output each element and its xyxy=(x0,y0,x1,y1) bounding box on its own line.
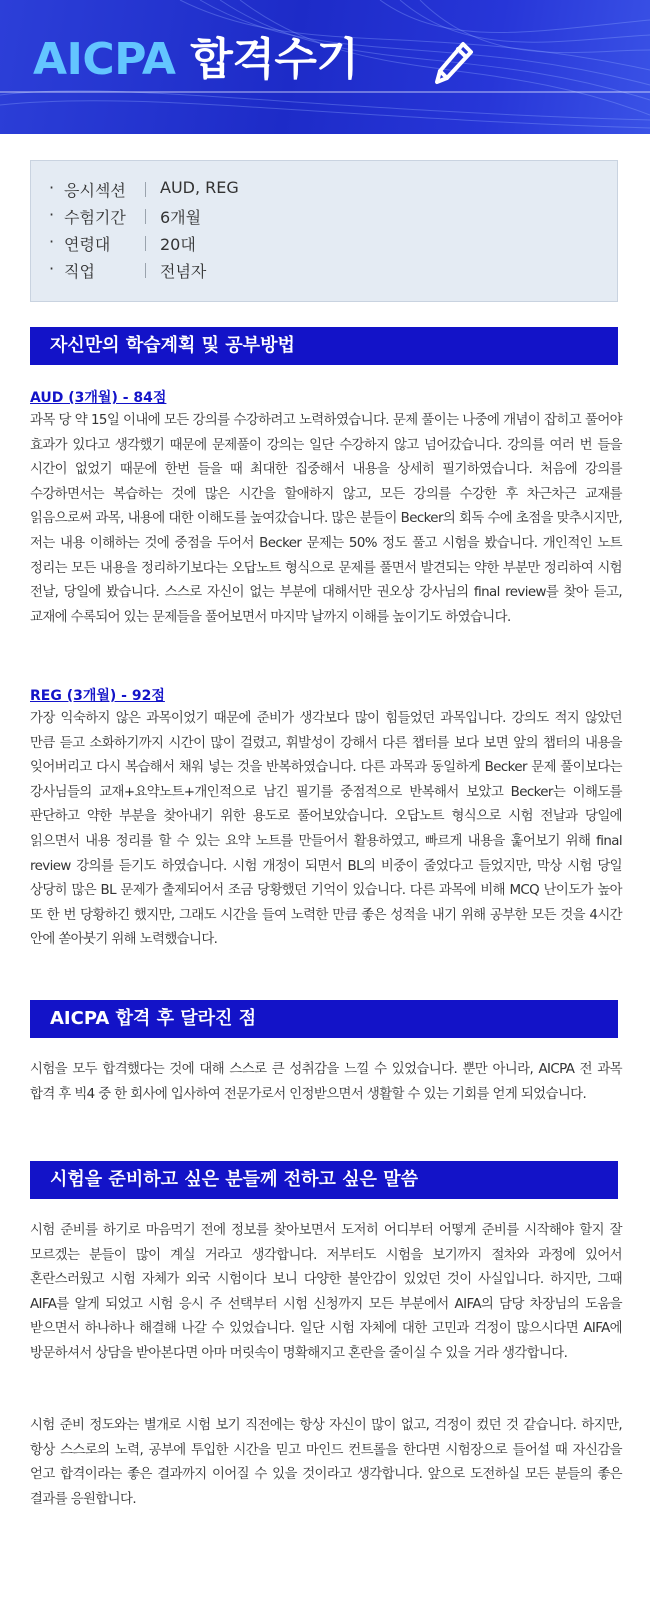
bullet: · xyxy=(49,178,55,197)
info-value: AUD, REG xyxy=(160,178,239,197)
bullet: · xyxy=(49,259,55,278)
applicant-info-box xyxy=(30,160,618,302)
after-pass-paragraph: 시험을 모두 합격했다는 것에 대해 스스로 큰 성취감을 느낄 수 있었습니다. 뿐만 아니라, AICPA 전 과목 합격 후 빅4 중 한 회사에 입사하여 전문가로서 인정받으면서 생활할 수 있는 기회를 얻게 되었습니다. xyxy=(30,1062,622,1102)
section-heading-message: 시험을 준비하고 싶은 분들께 전하고 싶은 말씀 xyxy=(30,1161,618,1199)
aud-paragraph: 과목 당 약 15일 이내에 모든 강의를 수강하려고 노력하였습니다. 문제 풀이는 나중에 개념이 잡히고 풀어야 효과가 있다고 생각했기 때문에 문제풀이 강의는 일단 수강하지 않고 넘어갔습니다. 강의를 여러 번 들을 시간이 없었기 때문에 한번 들을 때 최대한 집중해서 내용을 상세히 필기하였습니다. 처음에 강의를 수강하면서는 복습하는 것에 많은 시간을 할애하지 않고, 모든 강의를 수강한 후 차근차근 교재를 읽음으로써 과목, 내용에 대한 이해도를 높여갔습니다. 많은 분들이 Becker의 회독 수에 초점을 맞추시지만, 저는 내용 이해하는 것에 중점을 두어서 Becker 문제는 50% 정도 풀고 시험을 봤습니다. 개인적인 노트 정리는 모든 내용을 정리하기보다는 오답노트 형식으로 문제를 풀면서 발견되는 약한 부분만 정리하여 시험 전날, 당일에 봤습니다. 스스로 자신이 없는 부분에 대해서만 권오상 강사님의 final review를 찾아 듣고, 교재에 수록되어 있는 문제들을 풀어보면서 마지막 날까지 이해를 높이기도 하였습니다. xyxy=(30,413,622,625)
info-label: 응시섹션 xyxy=(64,181,126,200)
divider xyxy=(145,236,146,251)
reg-subtitle: REG (3개월) - 92점 xyxy=(30,688,165,704)
bullet: · xyxy=(49,205,55,224)
info-value: 전념자 xyxy=(160,262,207,281)
pencil-icon xyxy=(433,40,475,86)
divider xyxy=(145,263,146,278)
bullet: · xyxy=(49,232,55,251)
divider xyxy=(145,209,146,224)
aud-subtitle: AUD (3개월) - 84점 xyxy=(30,390,167,406)
section-heading-after-pass: AICPA 합격 후 달라진 점 xyxy=(30,1000,618,1038)
info-label: 직업 xyxy=(64,262,95,281)
message-paragraph-1: 시험 준비를 하기로 마음먹기 전에 정보를 찾아보면서 도저히 어디부터 어떻게 준비를 시작해야 할지 잘 모르겠는 분들이 많이 계실 거라고 생각합니다. 저부터도 시험을 보기까지 절차와 과정에 있어서 혼란스러웠고 시험 자체가 외국 시험이다 보니 다양한 불안감이 있었던 것이 사실입니다. 하지만, 그때 AIFA를 알게 되었고 시험 응시 주 선택부터 시험 신청까지 모든 부분에서 AIFA의 담당 차장님의 도움을 받으면서 하나하나 해결해 나갈 수 있었습니다. 일단 시험 자체에 대한 고민과 걱정이 많으시다면 AIFA에 방문하셔서 상담을 받아본다면 아마 머릿속이 명확해지고 혼란을 줄이실 수 있을 거라 생각합니다. xyxy=(30,1223,622,1361)
header-banner xyxy=(0,0,650,134)
page-title xyxy=(33,30,358,90)
info-value: 20대 xyxy=(160,235,196,254)
info-label: 연령대 xyxy=(64,235,111,254)
reg-paragraph: 가장 익숙하지 않은 과목이었기 때문에 준비가 생각보다 많이 힘들었던 과목입니다. 강의도 적지 않았던 만큼 듣고 소화하기까지 시간이 많이 걸렸고, 휘발성이 강해서 다른 챕터를 보다 보면 앞의 챕터의 내용을 잊어버리고 다시 복습해서 채워 넣는 것을 반복하였습니다. 다른 과목과 동일하게 Becker 문제 풀이보다는 강사님들의 교재+요약노트+개인적으로 남긴 필기를 중점적으로 반복해서 보았고 Becker는 이해도를 판단하고 약한 부분을 찾아내기 위한 용도로 풀어보았습니다. 오답노트 형식으로 시험 전날과 당일에 읽으면서 내용 정리를 할 수 있는 요약 노트를 만들어서 활용하였고, 빠르게 내용을 훑어보기 위해 final review 강의를 듣기도 하였습니다. 시험 개정이 되면서 BL의 비중이 줄었다고 들었지만, 막상 시험 당일 상당히 많은 BL 문제가 출제되어서 조금 당황했던 기억이 있습니다. 다른 과목에 비해 MCQ 난이도가 높아 또 한 번 당황하긴 했지만, 그래도 시간을 들여 노력한 만큼 좋은 성적을 내기 위해 공부한 모든 것을 4시간 안에 쏟아붓기 위해 노력했습니다. xyxy=(30,711,622,948)
info-value: 6개월 xyxy=(160,208,202,227)
title-english: AICPA xyxy=(33,34,176,85)
message-paragraph-2: 시험 준비 정도와는 별개로 시험 보기 직전에는 항상 자신이 많이 없고, 걱정이 컸던 것 같습니다. 하지만, 항상 스스로의 노력, 공부에 투입한 시간을 믿고 마인드 컨트롤을 한다면 시험장으로 들어설 때 자신감을 얻고 합격이라는 좋은 결과까지 이어질 수 있을 것이라고 생각합니다. 앞으로 도전하실 모든 분들의 좋은 결과를 응원합니다. xyxy=(30,1418,622,1507)
info-label: 수험기간 xyxy=(64,208,126,227)
section-heading-study-plan: 자신만의 학습계획 및 공부방법 xyxy=(30,327,618,365)
divider xyxy=(145,182,146,197)
title-korean: 합격수기 xyxy=(190,34,359,85)
